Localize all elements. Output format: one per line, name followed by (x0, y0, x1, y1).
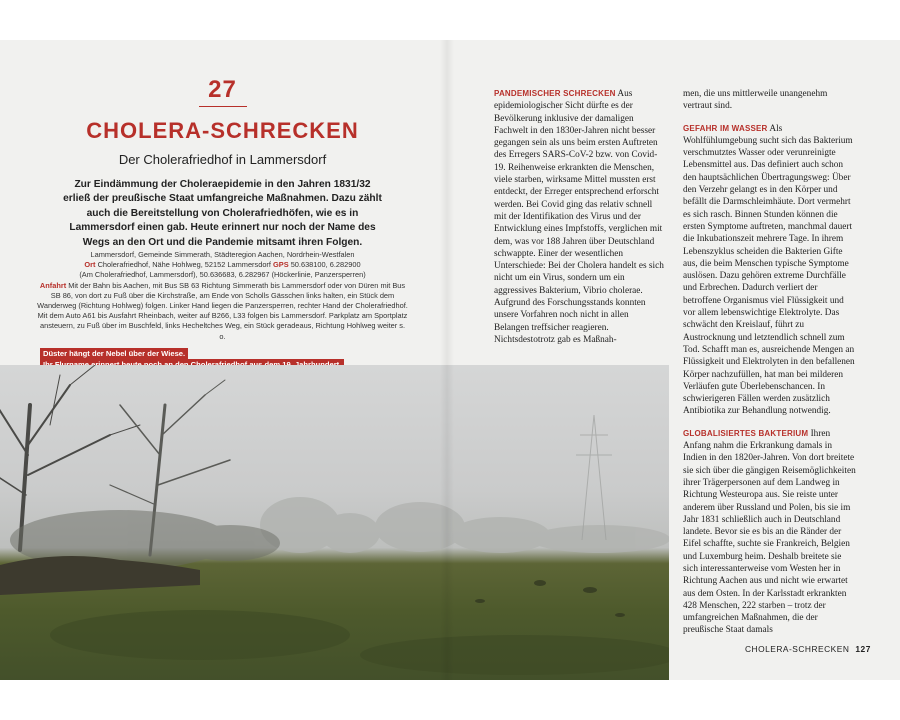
gps-note: (Am Cholerafriedhof, Lammersdorf), 50.636683, 6.282967 (Höckerlinie, Panzersperren) (79, 270, 366, 280)
section-heading: PANDEMISCHER SCHRECKEN (494, 89, 616, 98)
photo-caption-line-1: Düster hängt der Nebel über der Wiese. (40, 348, 188, 359)
section-text: Als Wohlfühlumgebung sucht sich das Bakterium verschmutztes Wasser oder verunreinigte Lebensmittel aus. Das definiert auch schon den hauptsächlichen Übertragungsweg: Über den Verzehr gelangt es in den Körper und befällt die Darmschleimhäute. Dort vermehrt es sich rasch. Binnen Stunden können die ersten Symptome auftreten, manchmal dauert die Inkubationszeit mehrere Tage. In ihrem Lebenszyklus scheiden die Bakterien Gifte aus, die beim Menschen typische Symptome auslösen. Dazu gehören extreme Durchfälle und Erbrechen. Dadurch verliert der betroffene Organismus viel Flüssigkeit und vor allem lebenswichtige Elektrolyte. Das schwächt den Kreislauf, führt zu Austrocknung und letztendlich schnell zum Tod. Schafft man es, ausreichende Mengen an Flüssigkeit und Elektrolyten in den befallenen Körper nachzufüllen, hat man bei milderen Verläufen gute Überlebenschancen. In schwierigeren Fällen werden zusätzlich Antibiotika zur Behandlung notwendig. (683, 123, 855, 417)
page-number: 127 (855, 644, 871, 654)
chapter-number-rule (199, 106, 247, 107)
section-heading: GLOBALISIERTES BAKTERIUM (683, 428, 809, 438)
anfahrt-label: Anfahrt (39, 280, 67, 290)
ort-text: Cholerafriedhof, Nähe Hohlweg, 52152 Lammersdorf (97, 260, 271, 270)
anfahrt-text: Mit der Bahn bis Aachen, mit Bus SB 63 Richtung Simmerath bis Lammersdorf oder von Düren mit Bus SB 86, von dort zu Fuß über die Kirchstraße, am Ende von Scholls Gässchen links halten, ein Stück dem Wanderweg (Richtung Hohlweg) folgen. Linker Hand liegen die Panzersperren, rechter Hand der Cholerafriedhof. Mit dem Auto A61 bis Ausfahrt Rheinbach, weiter auf B266, L33 folgen bis Lammersdorf. Parkplatz am Sportplatz ansteuern, zu Fuß über im Buschfeld, links Hecheltches Weg, ein Stück geradeaus, Richtung Hohlweg weiter s. o. (37, 280, 408, 341)
info-box (36, 250, 409, 342)
text-column-1 (494, 88, 664, 346)
running-title: CHOLERA-SCHRECKEN (745, 644, 850, 654)
right-page (445, 40, 900, 680)
chapter-subtitle: Der Cholerafriedhof in Lammersdorf (118, 152, 327, 167)
ort-label: Ort (84, 260, 96, 270)
chapter-intro: Zur Eindämmung der Choleraepidemie in den Jahren 1831/32 erließ der preußische Staat umfangreiche Maßnahmen. Dazu zählt auch die Bereitstellung von Cholerafriedhöfen, wie es in Lammersdorf einen gab. Heute erinnert nur noch der Name des Wegs an den Ort und die Pandemie mitsamt ihren Folgen. (63, 179, 382, 248)
gps-label: GPS (273, 260, 289, 270)
text-column-2 (683, 88, 857, 637)
section-text: Aus epidemiologischer Sicht dürfte es der Bevölkerung inklusive der damaligen Fachwelt in den 1830er-Jahren nicht besser gegangen sein als uns beim ersten Auftreten des Erregers SARS-CoV-2 bzw. von Covid-19. Reihenweise erkrankten die Menschen, viele starben, wirksame Mittel mussten erst entdeckt, der Erreger entsprechend erforscht werden. Bei Covid ging das relativ schnell mit der Identifikation des Virus und der Entwicklung eines Impfstoffs, verglichen mit dem, was vor 188 Jahren über Deutschland schwappte. Einer der wesentlichen Unterschiede: Bei der Cholera handelt es sich nicht um ein Virus, sondern um ein aggressives Bakterium, Vibrio cholerae. Aufgrund des Forschungsstands konnten unsere Vorfahren noch nicht in allen Belangen treffsicher reagieren. Nichtsdestotrotz gab es Maßnah- (494, 89, 664, 345)
section-continuation: men, die uns mittlerweile unangenehm vertraut sind. (683, 89, 828, 112)
section-gefahr-im-wasser (683, 123, 857, 418)
anfahrt-block (36, 281, 409, 342)
gps-text: 50.638100, 6.282900 (290, 260, 361, 270)
running-footer (745, 644, 871, 654)
ort-line (36, 260, 409, 270)
location-line: Lammersdorf, Gemeinde Simmerath, Städteregion Aachen, Nordrhein-Westfalen (90, 250, 355, 259)
section-heading: GEFAHR IM WASSER (683, 123, 768, 133)
section-pandemischer-schrecken (494, 88, 664, 346)
section-globalisiertes-bakterium (683, 428, 857, 637)
section-text: Ihren Anfang nahm die Erkrankung damals in Indien in den 1820er-Jahren. Von dort breitete sie sich über die gängigen Reisemöglichkeiten ihrer Trägerpersonen auf dem Landweg in Richtung Westeuropa aus. Sie reiste unter anderem über Russland und Polen, bis sie im Jahr 1831 schließlich auch in Deutschland landete. Bevor sie es bis an die Ränder der Eifel schaffte, suchte sie Frankreich, Belgien und Luxemburg heim. Deshalb breitete sie sich interessanterweise vom Westen her in Richtung Aachen aus und nicht wie erwartet aus dem Osten. In der Karlsstadt erkrankten 428 Menschen, 222 starben – trotz der umfangreichen Maßnahmen, die der preußische Staat damals (683, 428, 856, 636)
book-spread (0, 40, 900, 680)
chapter-title: CHOLERA-SCHRECKEN (86, 118, 359, 143)
chapter-number: 27 (208, 76, 237, 103)
